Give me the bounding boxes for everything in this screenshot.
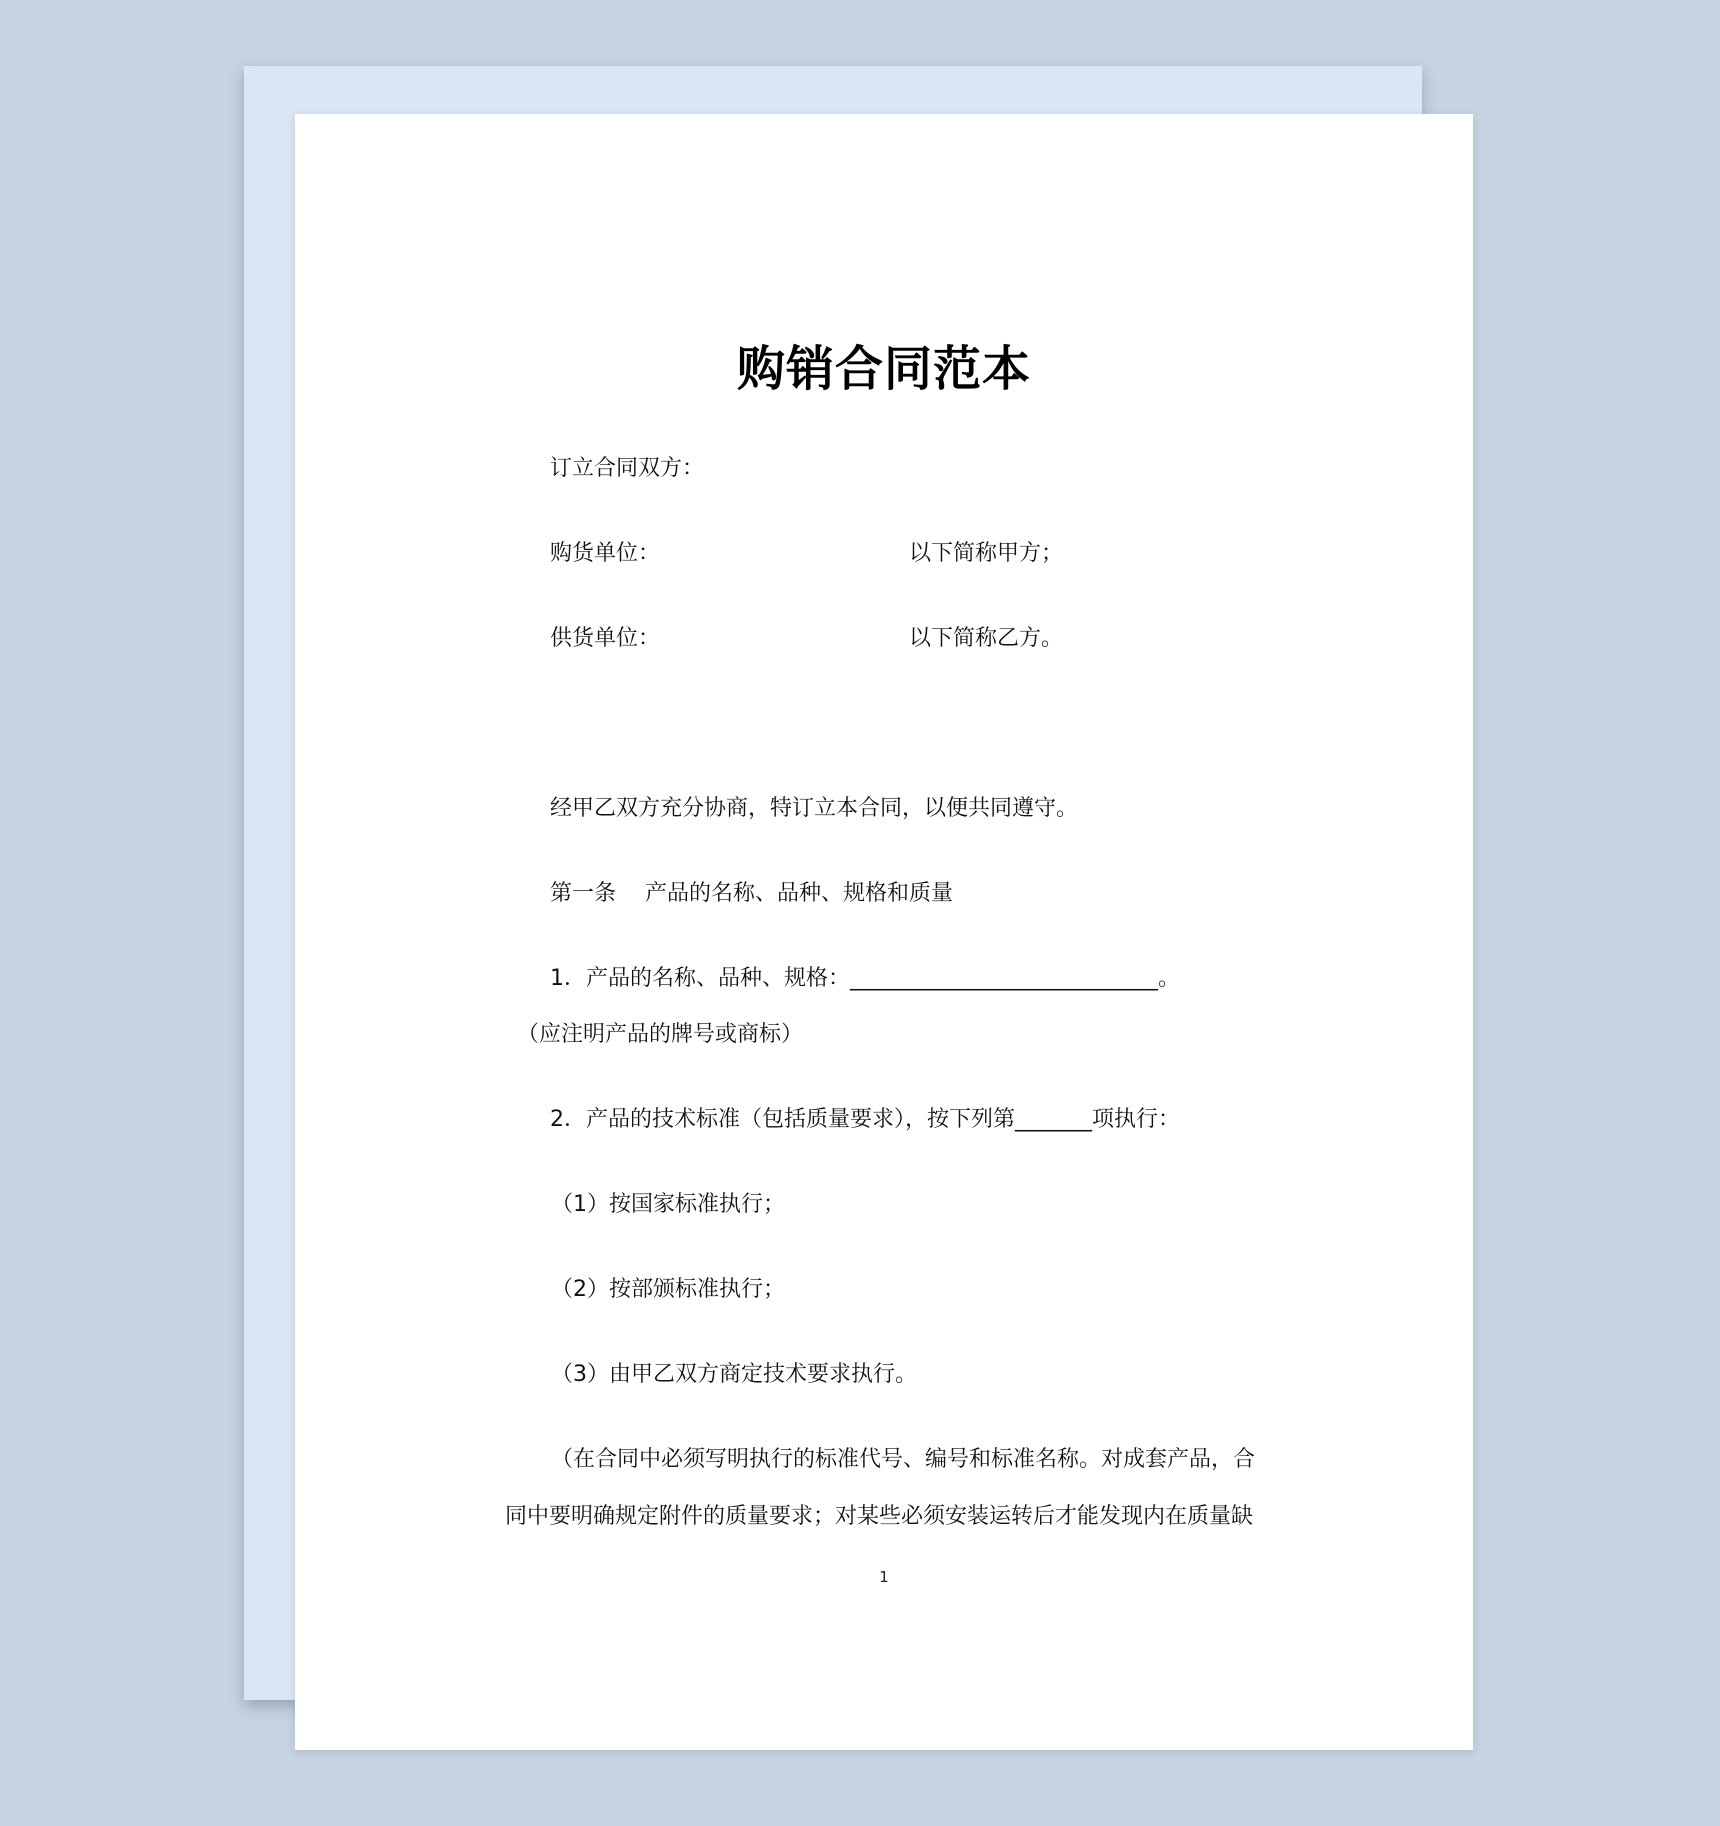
document-title: 购销合同范本 [736,341,1031,397]
article-1-heading: 第一条 产品的名称、品种、规格和质量 [550,881,953,906]
document-page [295,114,1473,1750]
note-paragraph-line-2: 同中要明确规定附件的质量要求；对某些必须安装运转后才能发现内在质量缺 [505,1504,1254,1529]
buyer-alias: 以下简称甲方； [909,541,1064,566]
option-3: （3）由甲乙双方商定技术要求执行。 [551,1362,917,1387]
buyer-label: 购货单位： [550,541,661,566]
item-2-technical-standard: 2．产品的技术标准（包括质量要求），按下列第_______项执行： [550,1107,1180,1132]
preamble-paragraph: 经甲乙双方充分协商，特订立本合同，以便共同遵守。 [550,796,1079,821]
option-1: （1）按国家标准执行； [551,1192,785,1217]
item-1-product-name: 1．产品的名称、品种、规格：____________________________。 [550,966,1180,991]
note-paragraph-line-1: （在合同中必须写明执行的标准代号、编号和标准名称。对成套产品，合 [551,1447,1256,1472]
option-2: （2）按部颁标准执行； [551,1277,785,1302]
item-1-note: （应注明产品的牌号或商标） [517,1022,804,1047]
seller-label: 供货单位： [550,626,661,651]
seller-alias: 以下简称乙方。 [909,626,1064,651]
page-number: 1 [879,1568,889,1586]
parties-intro: 订立合同双方： [550,456,705,481]
